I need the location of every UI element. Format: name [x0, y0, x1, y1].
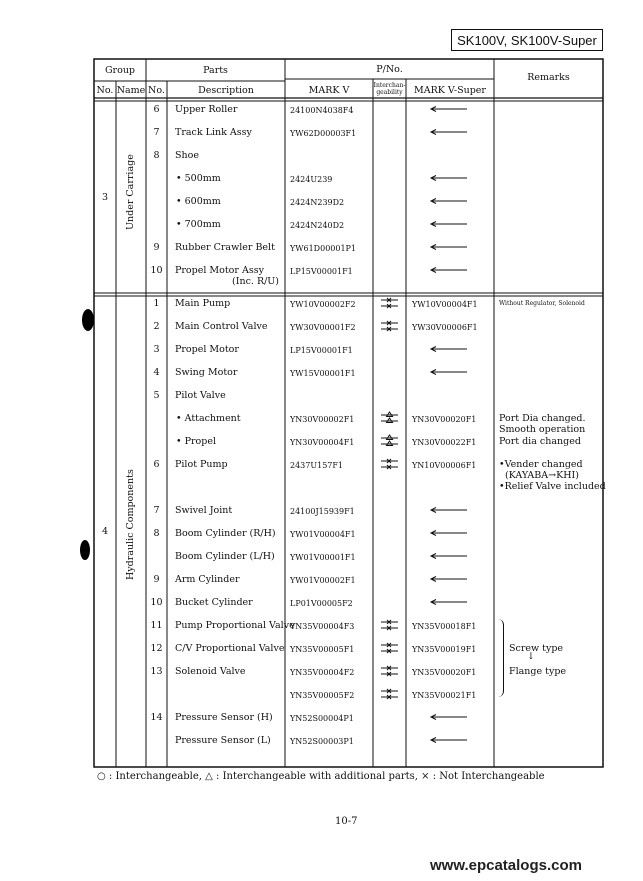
part-remark: Smooth operation — [499, 424, 586, 435]
part-remark: •Vender changed — [499, 459, 583, 470]
same-as-left-arrow-icon — [431, 245, 467, 250]
not-interchangeable-icon — [381, 321, 398, 331]
part-description-note: (Inc. R/U) — [232, 276, 280, 287]
part-number-mark5-super: YN35V00019F1 — [412, 645, 477, 654]
header-remarks: Remarks — [527, 72, 570, 83]
part-description: Pressure Sensor (L) — [175, 735, 271, 746]
part-item-no: 11 — [150, 620, 163, 631]
header-description: Description — [198, 85, 254, 96]
part-description: Bucket Cylinder — [175, 597, 253, 608]
remark-arrow: ↓ — [527, 651, 535, 662]
part-remark: Port Dia changed. — [499, 413, 586, 424]
part-description: Upper Roller — [175, 104, 238, 115]
part-description: Pilot Valve — [175, 390, 226, 401]
part-number-mark5: YW01V00004F1 — [290, 530, 356, 539]
same-as-left-arrow-icon — [431, 199, 467, 204]
same-as-left-arrow-icon — [431, 554, 467, 559]
punch-hole-mark — [80, 540, 90, 560]
group-no: 4 — [101, 526, 109, 537]
part-item-no: 7 — [153, 505, 160, 516]
header-mark5-super: MARK V-Super — [414, 85, 486, 96]
part-description: Track Link Assy — [175, 127, 252, 138]
part-item-no: 5 — [153, 390, 160, 401]
part-item-no: 10 — [150, 597, 163, 608]
part-number-mark5: 2424N239D2 — [290, 198, 345, 207]
part-item-no: 10 — [150, 265, 163, 276]
part-number-mark5: YN52S00003P1 — [290, 737, 354, 746]
part-description: Arm Cylinder — [175, 574, 240, 585]
part-number-mark5: YN30V00004F1 — [290, 438, 355, 447]
part-number-mark5: LP01V00005F2 — [290, 599, 353, 608]
part-description: • Propel — [176, 436, 217, 447]
not-interchangeable-icon — [381, 666, 398, 676]
not-interchangeable-icon — [381, 620, 398, 630]
part-number-mark5: YN30V00002F1 — [290, 415, 355, 424]
not-interchangeable-icon — [381, 689, 398, 699]
part-number-mark5: YW01V00002F1 — [290, 576, 356, 585]
part-remark: (KAYABA→KHI) — [505, 470, 579, 481]
group-name: Hydraulic Components — [125, 469, 136, 580]
part-description: • 600mm — [176, 196, 221, 207]
part-number-mark5-super: YW10V00004F1 — [412, 300, 478, 309]
part-number-mark5: YW15V00001F1 — [290, 369, 356, 378]
header-parts-no: No. — [148, 85, 165, 96]
part-number-mark5: YW61D00001P1 — [290, 244, 357, 253]
part-number-mark5-super: YN10V00006F1 — [412, 461, 477, 470]
part-remark: Without Regulator, Solenoid — [499, 300, 585, 307]
group-no: 3 — [101, 192, 109, 203]
part-number-mark5-super: YN35V00018F1 — [412, 622, 477, 631]
part-description: Swing Motor — [175, 367, 238, 378]
not-interchangeable-icon — [381, 298, 398, 308]
remark-brace — [497, 619, 504, 697]
part-number-mark5: YN35V00005F2 — [290, 691, 355, 700]
part-item-no: 6 — [153, 459, 160, 470]
part-remark: Port dia changed — [499, 436, 581, 447]
part-item-no: 3 — [153, 344, 160, 355]
part-description: Rubber Crawler Belt — [175, 242, 275, 253]
part-number-mark5-super: YN35V00020F1 — [412, 668, 477, 677]
part-remark: •Relief Valve included — [499, 481, 606, 492]
part-number-mark5: YN35V00004F2 — [290, 668, 355, 677]
part-number-mark5: YW62D00003F1 — [290, 129, 357, 138]
part-description: Pilot Pump — [175, 459, 228, 470]
punch-hole-mark — [82, 309, 94, 331]
part-number-mark5-super: YW30V00006F1 — [412, 323, 478, 332]
part-number-mark5: YN35V00005F1 — [290, 645, 355, 654]
same-as-left-arrow-icon — [431, 531, 467, 536]
part-number-mark5: 2424U239 — [290, 175, 333, 184]
part-description: Propel Motor Assy — [175, 265, 264, 276]
part-description: Boom Cylinder (R/H) — [175, 528, 276, 539]
part-description: Pump Proportional Valve — [175, 620, 295, 631]
same-as-left-arrow-icon — [431, 176, 467, 181]
part-item-no: 7 — [153, 127, 160, 138]
part-item-no: 2 — [153, 321, 160, 332]
not-interchangeable-icon — [381, 643, 398, 653]
part-item-no: 9 — [153, 574, 160, 585]
group-name: Under Carriage — [125, 154, 136, 230]
part-description: Pressure Sensor (H) — [175, 712, 273, 723]
same-as-left-arrow-icon — [431, 370, 467, 375]
part-item-no: 8 — [153, 528, 160, 539]
part-number-mark5-super: YN30V00020F1 — [412, 415, 477, 424]
header-group-name: Name — [116, 85, 146, 96]
part-description: Main Pump — [175, 298, 231, 309]
part-item-no: 6 — [153, 104, 160, 115]
part-number-mark5: LP15V00001F1 — [290, 346, 353, 355]
part-remark: Screw type — [509, 643, 564, 654]
header-parts: Parts — [203, 65, 228, 76]
watermark: www.epcatalogs.com — [430, 857, 582, 874]
header-group: Group — [104, 65, 136, 76]
not-interchangeable-icon — [381, 459, 398, 469]
header-group-no: No. — [96, 85, 114, 96]
part-description: Shoe — [175, 150, 199, 161]
part-number-mark5: YN35V00004F3 — [290, 622, 355, 631]
part-number-mark5: LP15V00001F1 — [290, 267, 353, 276]
part-description: Solenoid Valve — [175, 666, 246, 677]
part-description: C/V Proportional Valve — [175, 643, 285, 654]
same-as-left-arrow-icon — [431, 222, 467, 227]
part-description: Main Control Valve — [175, 321, 268, 332]
model-label: SK100V, SK100V-Super — [451, 29, 603, 51]
part-item-no: 4 — [153, 367, 160, 378]
part-number-mark5: 24100N4038F4 — [290, 106, 354, 115]
part-item-no: 14 — [150, 712, 163, 723]
part-number-mark5: YW30V00001F2 — [290, 323, 356, 332]
part-description: • 500mm — [176, 173, 221, 184]
part-description: • 700mm — [176, 219, 221, 230]
header-pno: P/No. — [376, 64, 403, 75]
page-number: 10-7 — [335, 816, 358, 827]
same-as-left-arrow-icon — [431, 130, 467, 135]
interchangeable-with-parts-icon — [381, 435, 398, 446]
part-item-no: 13 — [150, 666, 163, 677]
part-item-no: 1 — [153, 298, 160, 309]
header-interchangeability: Interchan- geability — [373, 82, 406, 96]
part-item-no: 9 — [153, 242, 160, 253]
part-description: Swivel Joint — [175, 505, 233, 516]
part-description: Propel Motor — [175, 344, 239, 355]
same-as-left-arrow-icon — [431, 715, 467, 720]
same-as-left-arrow-icon — [431, 738, 467, 743]
part-number-mark5: 2424N240D2 — [290, 221, 345, 230]
same-as-left-arrow-icon — [431, 347, 467, 352]
part-number-mark5: YW10V00002F2 — [290, 300, 356, 309]
part-item-no: 8 — [153, 150, 160, 161]
part-description: • Attachment — [176, 413, 241, 424]
same-as-left-arrow-icon — [431, 577, 467, 582]
same-as-left-arrow-icon — [431, 107, 467, 112]
part-number-mark5-super: YN30V00022F1 — [412, 438, 477, 447]
part-item-no: 12 — [150, 643, 163, 654]
same-as-left-arrow-icon — [431, 600, 467, 605]
part-number-mark5: YN52S00004P1 — [290, 714, 354, 723]
legend: ○ : Interchangeable, △ : Interchangeable with additional parts, × : Not Interchangeable — [97, 771, 545, 782]
part-remark: Flange type — [509, 666, 567, 677]
same-as-left-arrow-icon — [431, 508, 467, 513]
same-as-left-arrow-icon — [431, 268, 467, 273]
part-description: Boom Cylinder (L/H) — [175, 551, 275, 562]
header-mark5: MARK V — [308, 85, 350, 96]
part-number-mark5-super: YN35V00021F1 — [412, 691, 477, 700]
interchangeable-with-parts-icon — [381, 412, 398, 423]
part-number-mark5: 2437U157F1 — [290, 461, 344, 470]
part-number-mark5: YW01V00001F1 — [290, 553, 356, 562]
part-number-mark5: 24100J15939F1 — [290, 507, 355, 516]
